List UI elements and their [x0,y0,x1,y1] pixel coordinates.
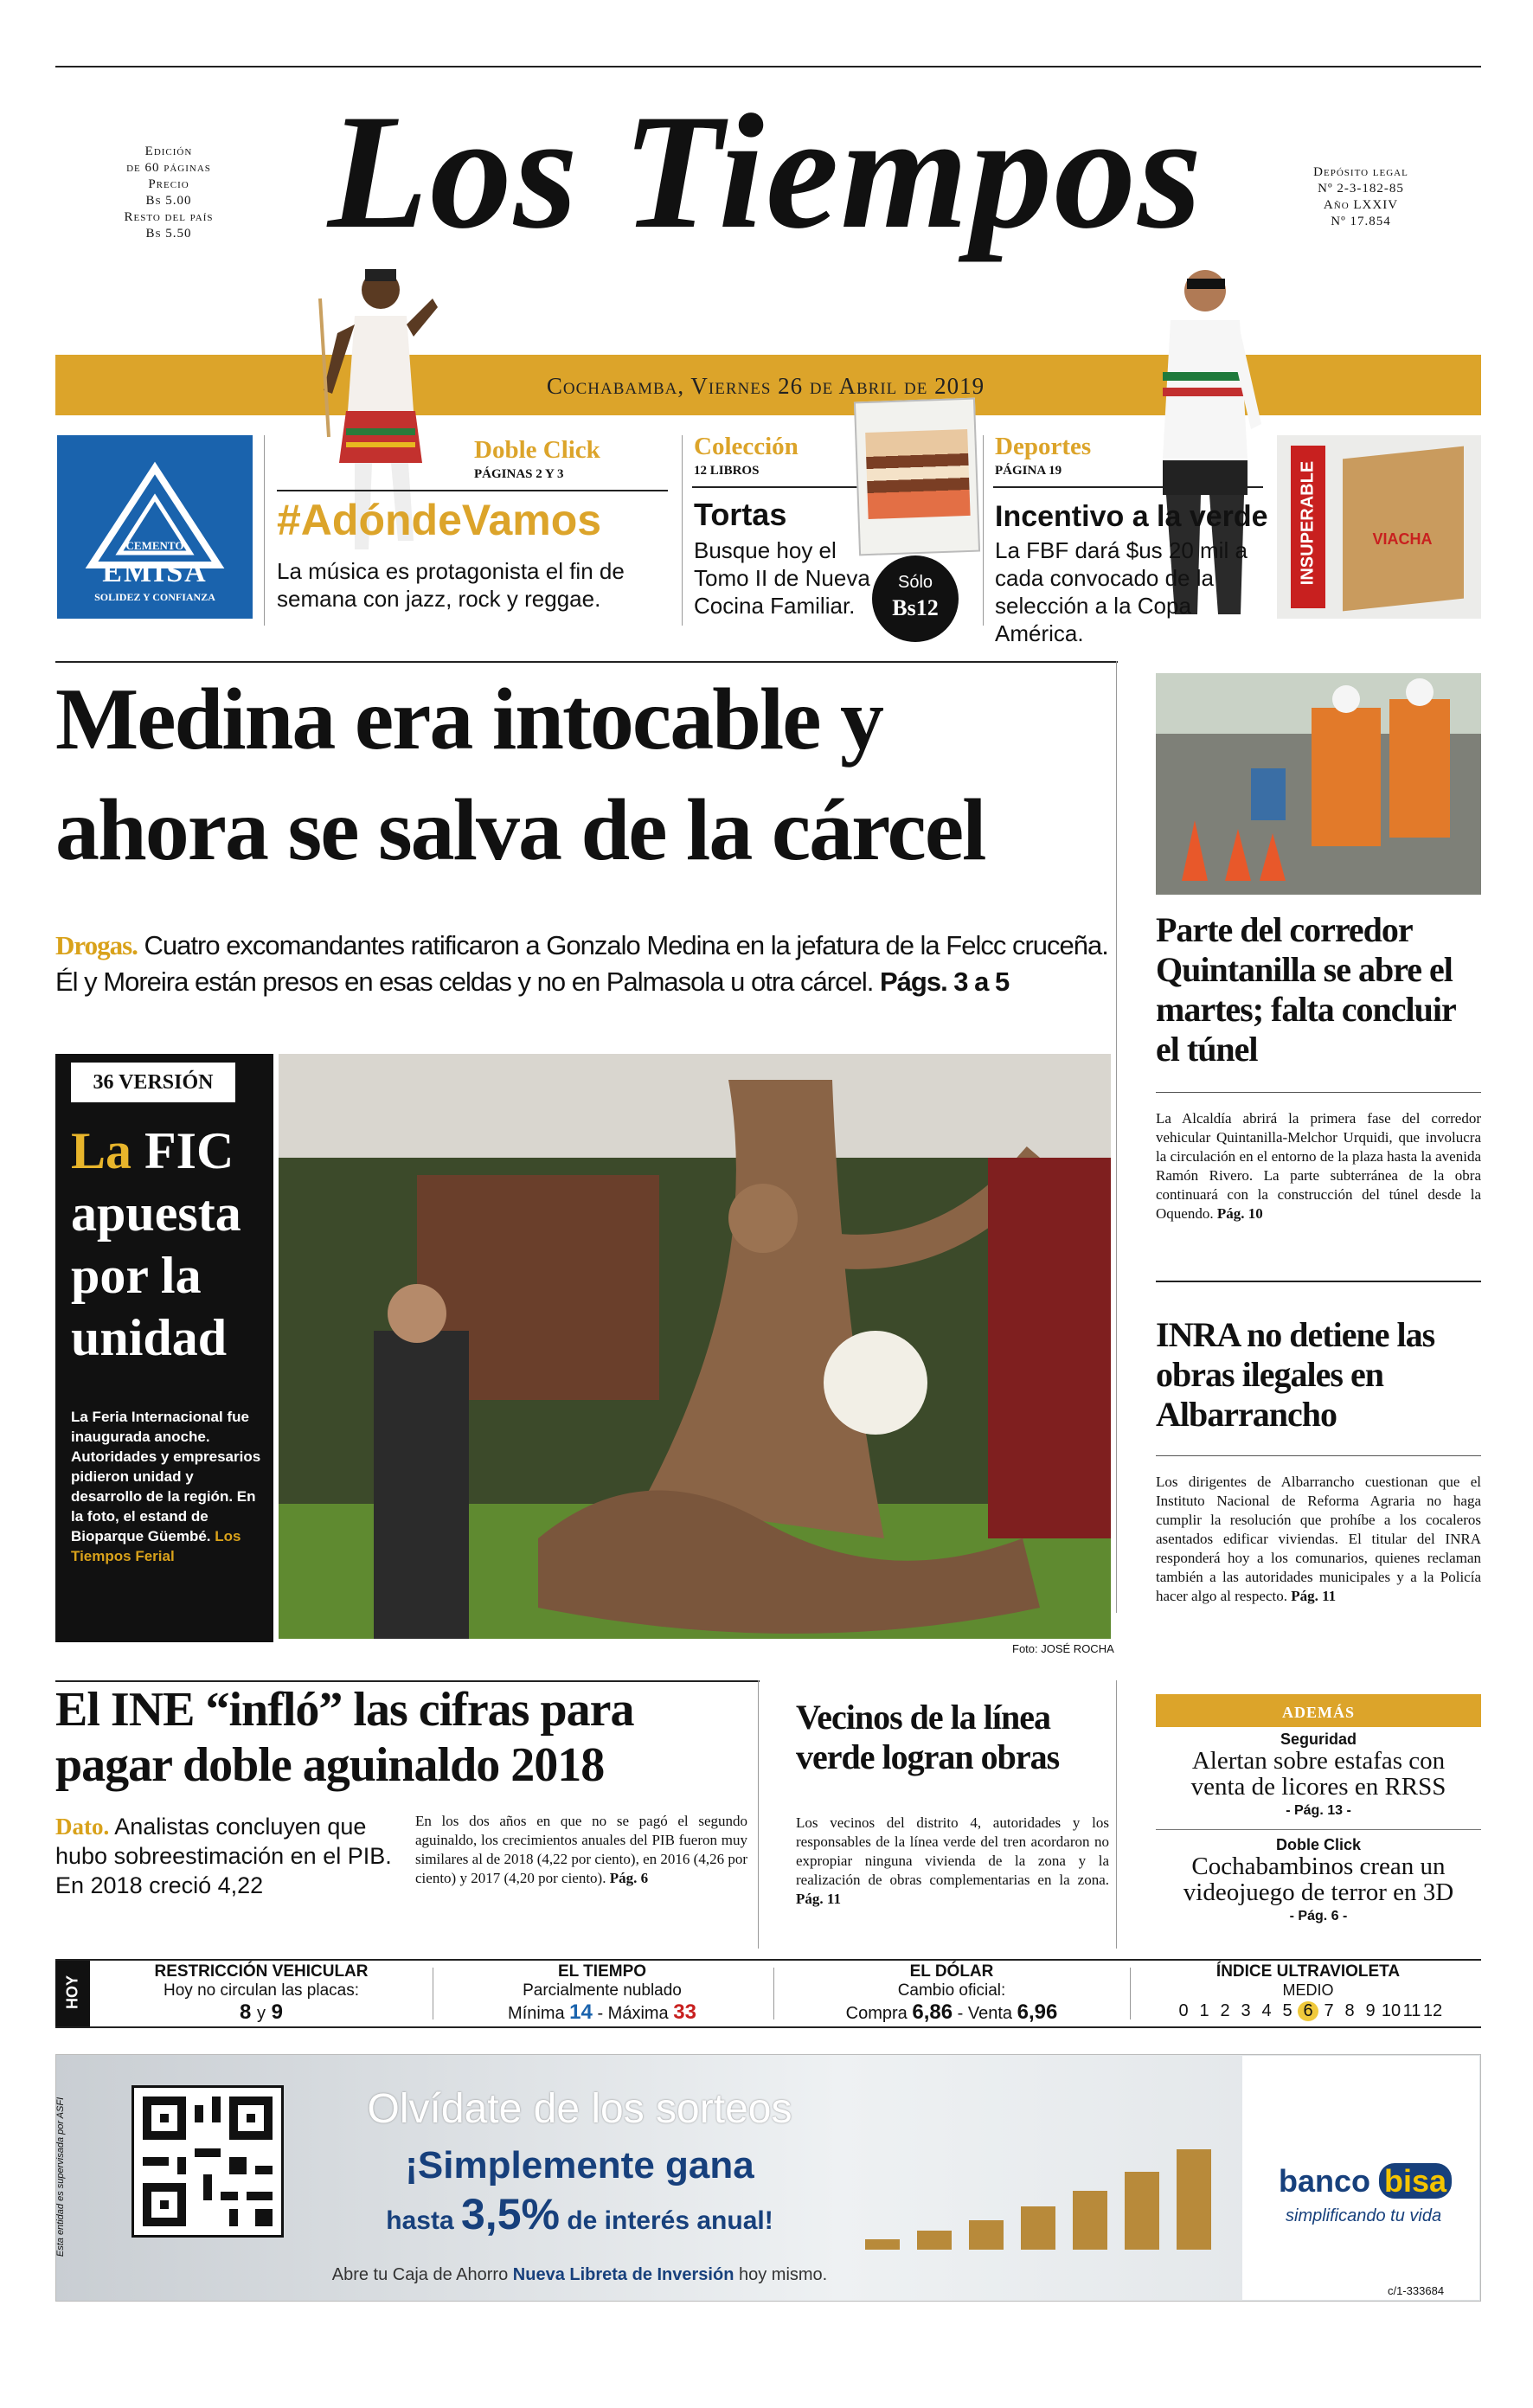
cookbook-cover [854,398,980,556]
max-temp: 33 [673,2000,696,2024]
emisa-tagline: SOLIDEZ Y CONFIANZA [94,591,215,603]
ad-line3 [311,2189,848,2239]
ad-line3c: de interés anual! [567,2206,773,2235]
edition-line: Resto del país [124,210,214,224]
legal-line: Nº 2-3-182-85 [1318,182,1404,196]
coleccion-sub: 12 LIBROS [694,464,760,478]
corredor-body: La Alcaldía abrirá la primera fase del corredor vehicular Quintanilla-Melchor Urquidi, que involucra la circulación en el entorno de la plaza hasta la avenida Ramón Rivero. La parte subterránea de la obra continuará con la construcción del túnel desde la Oquendo. [1156,1110,1481,1222]
dobleclick-text: La música es protagonista el fin de semana con jazz, rock y reggae. [277,558,625,612]
bank-logo [1279,2163,1452,2199]
uv-title: ÍNDICE ULTRAVIOLETA [1215,1962,1401,1981]
ine-headline[interactable]: El INE “infló” las cifras para pagar doble aguinaldo 2018 [55,1683,634,1792]
lead-summary [55,928,1111,1000]
corredor-headline[interactable]: Parte del corredor Quintanilla se abre el martes; falta concluir el túnel [1156,910,1456,1069]
viacha-label: INSUPERABLE [1298,460,1318,586]
plate-sep: y [257,2004,266,2023]
bank-name-b: bisa [1379,2163,1452,2199]
ine-text: Analistas concluyen que hubo sobreestimación en el PIB. En 2018 creció 4,22 [55,1814,392,1898]
ademas-item-2-page[interactable]: - Pág. 6 - [1289,1909,1348,1923]
buy-rate: 6,86 [912,2000,953,2024]
edition-info [104,144,234,242]
legal-info [1279,164,1443,230]
restriccion-plates [97,2000,426,2025]
vecinos-page[interactable]: Pág. 11 [796,1891,841,1907]
sell-rate: 6,96 [1017,2000,1058,2024]
plate-a: 8 [239,2000,252,2024]
uv-scale-value: 12 [1422,2001,1443,2020]
dolar-title: EL DÓLAR [909,1962,994,1981]
corredor-photo [1156,673,1481,895]
tiempo-temps [438,2000,766,2025]
ine-body [415,1812,747,1888]
badge-top: Sólo [897,573,933,592]
uv-scale-value: 1 [1199,2001,1209,2020]
ademas-item-1-page[interactable]: - Pág. 13 - [1286,1803,1351,1818]
fic-tag: 36 VERSIÓN [71,1063,235,1102]
edition-line: Bs 5.00 [145,194,192,208]
uv-scale-value: 9 [1365,2001,1376,2020]
uv-block [1135,1962,1481,2021]
ine-kicker: Dato. [55,1814,110,1840]
ine-summary [55,1812,410,1900]
tiempo-text: Parcialmente nublado [523,1981,682,2000]
deportes-section[interactable]: Deportes [995,433,1092,460]
viacha-brand: VIACHA [1372,530,1433,548]
temp-sep: - [597,2004,604,2023]
restriccion-text: Hoy no circulan las placas: [164,1981,359,2000]
ad-line1: Olvídate de los sorteos [367,2086,792,2132]
bank-name-a: banco [1279,2163,1371,2199]
ademas-item-1-section: Seguridad [1280,1731,1357,1748]
ademas-item-1-text[interactable]: Alertan sobre estafas con venta de licores en RRSS [1190,1747,1446,1801]
uv-scale-value: 0 [1178,2001,1189,2020]
lead-pages[interactable]: Págs. 3 a 5 [879,966,1010,997]
dobleclick-pages: PÁGINAS 2 Y 3 [474,467,564,481]
restriccion-block [97,1962,426,2025]
max-label: Máxima [607,2004,669,2023]
min-label: Mínima [508,2004,565,2023]
restriccion-title: RESTRICCIÓN VEHICULAR [154,1962,369,1981]
legal-line: Depósito legal [1313,165,1408,179]
coleccion-text: Busque hoy el Tomo II de Nueva Cocina Familiar. [694,537,870,619]
edition-line: Precio [148,177,189,191]
price-badge [872,555,959,642]
ademas-item-2-text[interactable]: Cochabambinos crean un videojuego de terror en 3D [1183,1853,1454,1906]
inra-page[interactable]: Pág. 11 [1291,1588,1337,1604]
fic-headline-a: La [71,1122,132,1179]
vecinos-body: Los vecinos del distrito 4, autoridades y los responsables de la línea verde del tren acordaron no expropiar ninguna vivienda de la zona y la realización de obras complementarias en la zona. [796,1814,1109,1888]
ad-footer-b: Nueva Libreta de Inversión [512,2265,734,2284]
bank-tag: simplificando tu vida [1286,2206,1442,2225]
uv-scale-value: 10 [1381,2001,1402,2020]
coleccion-headline[interactable]: Tortas [694,497,787,532]
edition-line: Edición [144,144,193,158]
fic-credit: Los Tiempos Ferial [71,1528,241,1564]
fic-headline[interactable] [71,1120,266,1369]
dolar-text: Cambio oficial: [897,1981,1006,2000]
deportes-text: La FBF dará $us 20 mil a cada convocado de la selección a la Copa América. [995,537,1248,646]
vecinos-text [796,1814,1109,1909]
uv-scale-value: 8 [1344,2001,1355,2020]
inra-headline[interactable]: INRA no detiene las obras ilegales en Albarrancho [1156,1315,1435,1434]
fic-text [71,1407,263,1566]
dolar-block [779,1962,1125,2025]
legal-line: Año LXXIV [1323,198,1399,212]
fic-photo [279,1054,1111,1639]
uv-scale-value: 2 [1220,2001,1230,2020]
uv-scale-value: 6 [1298,2001,1318,2021]
rate-sep: - [957,2004,964,2023]
legal-line: Nº 17.854 [1331,215,1391,228]
ad-line2: ¡Simplemente gana [405,2144,754,2186]
uv-scale-value: 11 [1402,2001,1421,2020]
ad-code: c/1-333684 [1388,2284,1445,2297]
dobleclick-section[interactable]: Doble Click [474,436,600,464]
ad-footer-c: hoy mismo. [738,2265,828,2284]
ad-side-note: Esta entidad es supervisada por ASFI [55,2097,66,2257]
uv-scale-value: 7 [1324,2001,1334,2020]
uv-scale-value: 5 [1282,2001,1292,2020]
min-temp: 14 [569,2000,593,2024]
lead-text: Cuatro excomandantes ratificaron a Gonzalo Medina en la jefatura de la Felcc cruceña. Él y Moreira están presos en esas celdas y no en Palmasola u otra cárcel. [55,930,1108,997]
ad-rate: 3,5% [461,2190,560,2238]
inra-text [1156,1473,1481,1606]
ademas-title: ADEMÁS [1156,1698,1481,1727]
sell-label: Venta [967,2004,1013,2023]
tiempo-title: EL TIEMPO [557,1962,647,1981]
qr-code[interactable] [131,2085,284,2238]
vecinos-headline[interactable]: Vecinos de la línea verde logran obras [796,1698,1060,1776]
dolar-rates [779,2000,1125,2025]
photo-credit: Foto: JOSÉ ROCHA [1012,1642,1114,1655]
uv-scale-value: 3 [1241,2001,1251,2020]
ad-line3a: hasta [386,2206,454,2235]
buy-label: Compra [845,2004,908,2023]
emisa-ad[interactable] [57,435,253,619]
corredor-page[interactable]: Pág. 10 [1216,1205,1263,1222]
coins-graphic [848,2137,1228,2258]
ine-page[interactable]: Pág. 6 [609,1870,649,1886]
uv-scale [1135,2001,1481,2021]
masthead-title[interactable]: Los Tiempos [327,81,1204,263]
fic-body: La Feria Internacional fue inaugurada anoche. Autoridades y empresarios pidieron unidad y desarrollo de la región. En la foto, el estand de Bioparque Güembé. [71,1409,261,1544]
uv-scale-value: 4 [1261,2001,1272,2020]
lead-headline[interactable]: Medina era intocable y ahora se salva de la cárcel [55,671,985,879]
ine-body-text: En los dos años en que no se pagó el segundo aguinaldo, los crecimientos anuales del PIB fueron muy similares al de 2018 (4,22 por ciento), en 2016 (4,26 por ciento) y 2017 (4,20 por ciento). [415,1813,747,1886]
deportes-headline[interactable]: Incentivo a la verde [995,500,1268,533]
ad-footer-a: Abre tu Caja de Ahorro [331,2265,509,2284]
corredor-text [1156,1109,1481,1223]
fic-headline-b: FIC apuesta por la unidad [71,1122,241,1366]
emisa-brand: EMISA [102,556,208,588]
ad-footer [285,2265,874,2285]
plate-b: 9 [271,2000,284,2024]
hoy-label: HOY [63,1975,81,2010]
viacha-ad[interactable] [1277,435,1481,619]
deportes-pages: PÁGINA 19 [995,464,1062,478]
lead-kicker: Drogas. [55,930,138,960]
uv-level: MEDIO [1282,1981,1334,1999]
badge-price: Bs12 [892,595,939,620]
dateline: Cochabamba, Viernes 26 de Abril de 2019 [546,373,985,399]
tiempo-block [438,1962,766,2025]
ademas-item-2-section: Doble Click [1275,1836,1362,1853]
edition-line: Bs 5.50 [145,227,192,241]
emisa-top: CEMENTO [125,539,184,552]
edition-line: de 60 páginas [126,161,211,175]
inra-body: Los dirigentes de Albarrancho cuestionan que el Instituto Nacional de Reforma Agraria no haga cumplir la resolución que prohíbe a los cocaleros asentados edificar viviendas. El titular del INRA responderá hoy a los comunarios, quienes reclaman también a las autoridades municipales y a la Policía hacer algo al respecto. [1156,1474,1481,1604]
dobleclick-headline[interactable]: #AdóndeVamos [277,496,602,544]
coleccion-section[interactable]: Colección [694,433,799,460]
